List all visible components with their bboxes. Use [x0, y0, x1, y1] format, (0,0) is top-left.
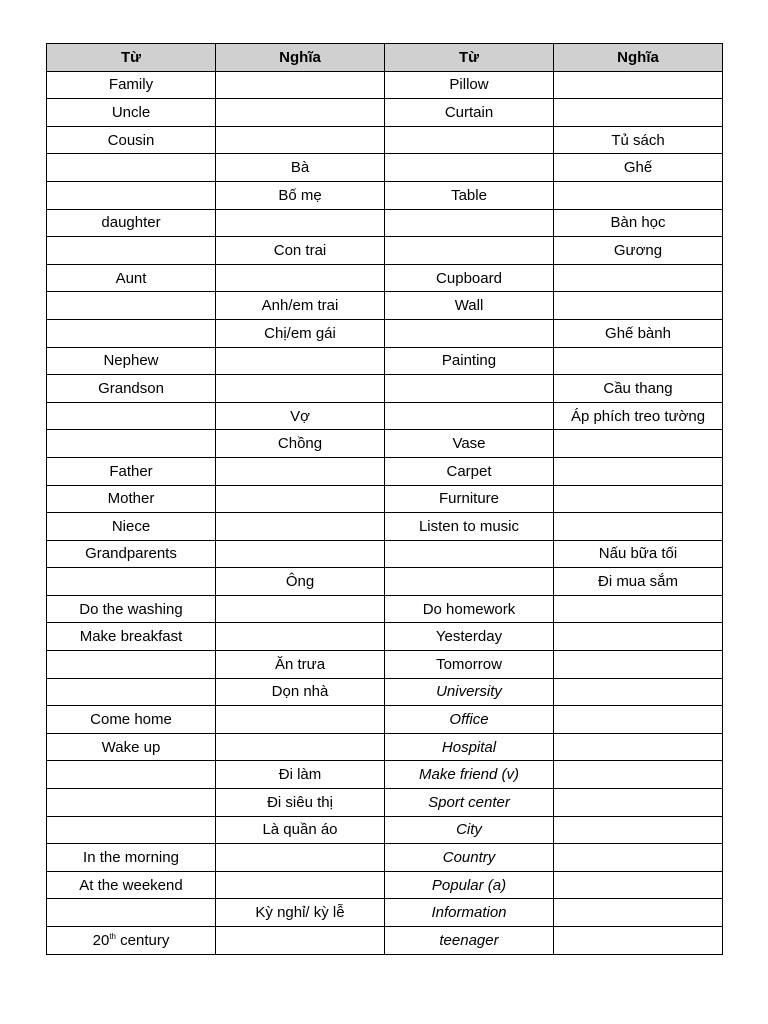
- vocabulary-sheet: [46, 43, 722, 955]
- cell-word-2: Cupboard: [385, 264, 554, 292]
- cell-meaning-2: [554, 264, 723, 292]
- table-row: [47, 513, 723, 541]
- table-row: [47, 209, 723, 237]
- cell-word-1: [47, 568, 216, 596]
- table-row: [47, 457, 723, 485]
- cell-word-2: Sport center: [385, 789, 554, 817]
- cell-word-1: [47, 154, 216, 182]
- table-row: [47, 485, 723, 513]
- cell-meaning-1: [216, 871, 385, 899]
- cell-meaning-2: [554, 733, 723, 761]
- cell-word-2: Information: [385, 899, 554, 927]
- cell-meaning-2: [554, 927, 723, 955]
- cell-word-1: [47, 181, 216, 209]
- cell-meaning-2: [554, 347, 723, 375]
- table-row: [47, 595, 723, 623]
- cell-meaning-1: [216, 99, 385, 127]
- cell-word-1: Make breakfast: [47, 623, 216, 651]
- cell-meaning-1: [216, 733, 385, 761]
- cell-meaning-2: [554, 292, 723, 320]
- cell-word-2: [385, 568, 554, 596]
- cell-meaning-2: [554, 678, 723, 706]
- cell-word-1: Grandson: [47, 375, 216, 403]
- vocabulary-table: [46, 43, 723, 955]
- header-meaning-1: Nghĩa: [216, 44, 385, 72]
- cell-meaning-1: [216, 457, 385, 485]
- cell-meaning-2: [554, 595, 723, 623]
- cell-meaning-2: [554, 513, 723, 541]
- table-header: [47, 44, 723, 72]
- header-row: [47, 44, 723, 72]
- table-row: [47, 181, 723, 209]
- cell-word-1: Father: [47, 457, 216, 485]
- cell-word-1: [47, 292, 216, 320]
- table-row: [47, 871, 723, 899]
- cell-meaning-2: [554, 623, 723, 651]
- cell-meaning-2: [554, 789, 723, 817]
- cell-word-2: Wall: [385, 292, 554, 320]
- cell-meaning-1: Vợ: [216, 402, 385, 430]
- cell-meaning-1: Dọn nhà: [216, 678, 385, 706]
- header-word-2: Từ: [385, 44, 554, 72]
- cell-word-2: Popular (a): [385, 871, 554, 899]
- cell-word-2: Make friend (v): [385, 761, 554, 789]
- table-row: [47, 816, 723, 844]
- cell-meaning-1: Bà: [216, 154, 385, 182]
- cell-word-1: Mother: [47, 485, 216, 513]
- cell-word-1: [47, 899, 216, 927]
- cell-word-1: Come home: [47, 706, 216, 734]
- cell-meaning-2: Ghế: [554, 154, 723, 182]
- cell-meaning-2: [554, 844, 723, 872]
- cell-word-1: [47, 761, 216, 789]
- cell-word-2: [385, 237, 554, 265]
- cell-meaning-2: [554, 651, 723, 679]
- table-row: [47, 292, 723, 320]
- table-row: [47, 154, 723, 182]
- cell-meaning-1: Là quần áo: [216, 816, 385, 844]
- table-row: [47, 402, 723, 430]
- cell-meaning-1: Chồng: [216, 430, 385, 458]
- cell-meaning-2: [554, 706, 723, 734]
- cell-word-1: Aunt: [47, 264, 216, 292]
- table-row: [47, 237, 723, 265]
- table-row: [47, 347, 723, 375]
- cell-meaning-1: [216, 927, 385, 955]
- cell-meaning-1: Kỳ nghỉ/ kỳ lễ: [216, 899, 385, 927]
- cell-word-2: [385, 126, 554, 154]
- cell-word-1: Grandparents: [47, 540, 216, 568]
- cell-word-2: Country: [385, 844, 554, 872]
- cell-meaning-2: [554, 899, 723, 927]
- table-row: [47, 264, 723, 292]
- cell-word-2: [385, 375, 554, 403]
- cell-word-2: [385, 540, 554, 568]
- table-row: [47, 789, 723, 817]
- cell-meaning-2: [554, 816, 723, 844]
- cell-meaning-2: [554, 871, 723, 899]
- cell-meaning-2: [554, 761, 723, 789]
- cell-meaning-2: Gương: [554, 237, 723, 265]
- cell-meaning-1: [216, 209, 385, 237]
- cell-word-2: [385, 154, 554, 182]
- cell-word-1: Wake up: [47, 733, 216, 761]
- table-row: [47, 99, 723, 127]
- cell-word-1: [47, 816, 216, 844]
- cell-word-2: Listen to music: [385, 513, 554, 541]
- table-row: [47, 126, 723, 154]
- cell-word-1: [47, 402, 216, 430]
- cell-meaning-1: [216, 623, 385, 651]
- cell-meaning-2: Áp phích treo tường: [554, 402, 723, 430]
- cell-meaning-1: [216, 71, 385, 99]
- cell-word-2: Yesterday: [385, 623, 554, 651]
- cell-word-2: [385, 319, 554, 347]
- table-row: [47, 899, 723, 927]
- table-row: [47, 430, 723, 458]
- cell-meaning-1: [216, 540, 385, 568]
- table-row: [47, 651, 723, 679]
- cell-meaning-1: Con trai: [216, 237, 385, 265]
- table-row: [47, 540, 723, 568]
- cell-meaning-2: [554, 430, 723, 458]
- cell-word-1: Nephew: [47, 347, 216, 375]
- cell-word-1: [47, 678, 216, 706]
- cell-word-1: [47, 651, 216, 679]
- cell-word-2: Carpet: [385, 457, 554, 485]
- cell-meaning-1: [216, 347, 385, 375]
- table-row: [47, 568, 723, 596]
- cell-meaning-1: [216, 126, 385, 154]
- cell-word-1: Uncle: [47, 99, 216, 127]
- cell-meaning-1: Đi làm: [216, 761, 385, 789]
- cell-word-2: Office: [385, 706, 554, 734]
- cell-word-2: Painting: [385, 347, 554, 375]
- cell-word-1: [47, 430, 216, 458]
- cell-word-2: teenager: [385, 927, 554, 955]
- cell-meaning-2: [554, 71, 723, 99]
- header-word-1: Từ: [47, 44, 216, 72]
- cell-meaning-1: Đi siêu thị: [216, 789, 385, 817]
- cell-meaning-1: Anh/em trai: [216, 292, 385, 320]
- cell-meaning-2: Nấu bữa tối: [554, 540, 723, 568]
- cell-word-2: Vase: [385, 430, 554, 458]
- table-row: [47, 375, 723, 403]
- cell-meaning-1: [216, 706, 385, 734]
- cell-word-2: Pillow: [385, 71, 554, 99]
- cell-word-1: [47, 927, 216, 955]
- cell-meaning-2: Cầu thang: [554, 375, 723, 403]
- cell-meaning-1: [216, 844, 385, 872]
- cell-meaning-2: [554, 181, 723, 209]
- cell-word-2: Furniture: [385, 485, 554, 513]
- cell-meaning-2: Ghế bành: [554, 319, 723, 347]
- cell-meaning-1: [216, 485, 385, 513]
- cell-word-2: Hospital: [385, 733, 554, 761]
- cell-meaning-1: [216, 595, 385, 623]
- cell-meaning-1: Chị/em gái: [216, 319, 385, 347]
- cell-word-1: daughter: [47, 209, 216, 237]
- cell-meaning-1: [216, 375, 385, 403]
- cell-word-1: [47, 789, 216, 817]
- table-row: [47, 844, 723, 872]
- cell-meaning-2: [554, 99, 723, 127]
- cell-meaning-1: Ăn trưa: [216, 651, 385, 679]
- cell-word-2: [385, 402, 554, 430]
- table-row: [47, 761, 723, 789]
- cell-meaning-2: [554, 457, 723, 485]
- cell-meaning-1: Bố mẹ: [216, 181, 385, 209]
- table-row: [47, 706, 723, 734]
- cell-word-1: Niece: [47, 513, 216, 541]
- cell-word-2: City: [385, 816, 554, 844]
- header-meaning-2: Nghĩa: [554, 44, 723, 72]
- table-row: [47, 733, 723, 761]
- cell-word-1: In the morning: [47, 844, 216, 872]
- cell-word-1: [47, 237, 216, 265]
- century-number: 20: [92, 931, 110, 949]
- cell-word-1: [47, 319, 216, 347]
- cell-meaning-1: Ông: [216, 568, 385, 596]
- cell-word-2: Table: [385, 181, 554, 209]
- cell-word-1: Cousin: [47, 126, 216, 154]
- century-word: century: [120, 931, 170, 949]
- table-row: [47, 623, 723, 651]
- cell-word-1: Do the washing: [47, 595, 216, 623]
- table-row: [47, 319, 723, 347]
- cell-meaning-1: [216, 513, 385, 541]
- cell-meaning-2: Đi mua sắm: [554, 568, 723, 596]
- cell-meaning-2: Tủ sách: [554, 126, 723, 154]
- cell-word-2: Do homework: [385, 595, 554, 623]
- cell-word-1: Family: [47, 71, 216, 99]
- cell-word-1: At the weekend: [47, 871, 216, 899]
- table-row: [47, 71, 723, 99]
- table-row: [47, 678, 723, 706]
- cell-word-2: [385, 209, 554, 237]
- table-body: [47, 71, 723, 954]
- cell-meaning-1: [216, 264, 385, 292]
- cell-word-2: Tomorrow: [385, 651, 554, 679]
- cell-meaning-2: [554, 485, 723, 513]
- cell-word-2: University: [385, 678, 554, 706]
- cell-word-2: Curtain: [385, 99, 554, 127]
- table-row: [47, 927, 723, 955]
- cell-meaning-2: Bàn học: [554, 209, 723, 237]
- ordinal-suffix: th: [109, 931, 116, 941]
